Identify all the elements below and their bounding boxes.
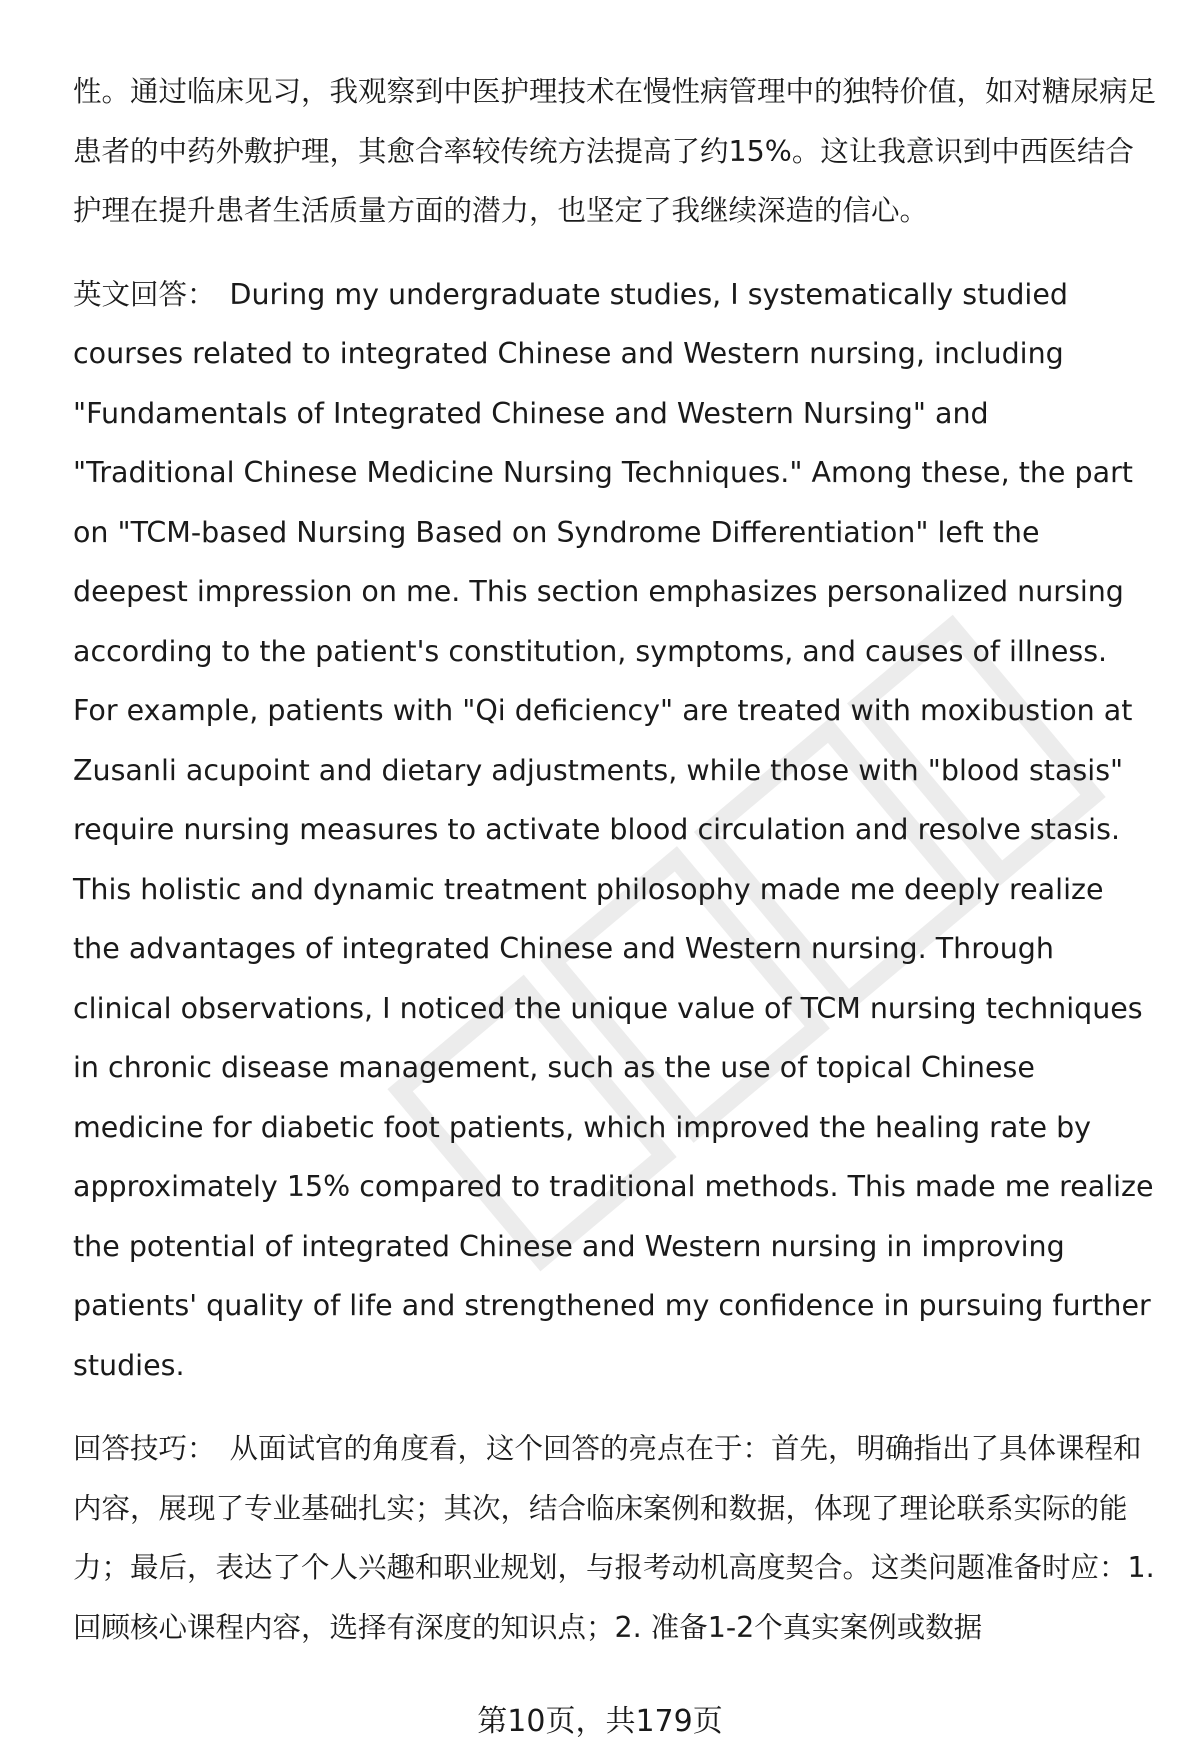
- paragraph-english-answer: [73, 265, 1158, 1396]
- paragraph-text: 从面试官的角度看，这个回答的亮点在于：首先，明确指出了具体课程和内容，展现了专业基础扎实；其次，结合临床案例和数据，体现了理论联系实际的能力；最后，表达了个人兴趣和职业规划，与报考动机高度契合。这类问题准备时应：1. 回顾核心课程内容，选择有深度的知识点；2. 准备1-2个真实案例或数据: [73, 1432, 1155, 1644]
- document-body: [73, 62, 1158, 1657]
- paragraph-text: During my undergraduate studies, I systematically studied courses related to integrated Chinese and Western nursing, including "Fundamentals of Integrated Chinese and Western Nursing" and "Traditional Chinese Medicine Nursing Techniques." Among these, the part on "TCM-based Nursing Based on Syndrome Differentiation" left the deepest impression on me. This section emphasizes personalized nursing according to the patient's constitution, symptoms, and causes of illness. For example, patients with "Qi deficiency" are treated with moxibustion at Zusanli acupoint and dietary adjustments, while those with "blood stasis" require nursing measures to activate blood circulation and resolve stasis. This holistic and dynamic treatment philosophy made me deeply realize the advantages of integrated Chinese and Western nursing. Through clinical observations, I noticed the unique value of TCM nursing techniques in chronic disease management, such as the use of topical Chinese medicine for diabetic foot patients, which improved the healing rate by approximately 15% compared to traditional methods. This made me realize the potential of integrated Chinese and Western nursing in improving patients' quality of life and strengthened my confidence in pursuing further studies.: [73, 277, 1154, 1382]
- paragraph-answer-tips: [73, 1419, 1158, 1657]
- paragraph-text: 性。通过临床见习，我观察到中医护理技术在慢性病管理中的独特价值，如对糖尿病足患者的中药外敷护理，其愈合率较传统方法提高了约15%。这让我意识到中西医结合护理在提升患者生活质量方面的潜力，也坚定了我继续深造的信心。: [73, 75, 1157, 227]
- answer-tips-label: 回答技巧：: [73, 1432, 216, 1465]
- paragraph-chinese-answer-continued: [73, 62, 1158, 241]
- page-number-footer: 第10页，共179页: [477, 1704, 723, 1739]
- english-answer-label: 英文回答：: [73, 277, 216, 311]
